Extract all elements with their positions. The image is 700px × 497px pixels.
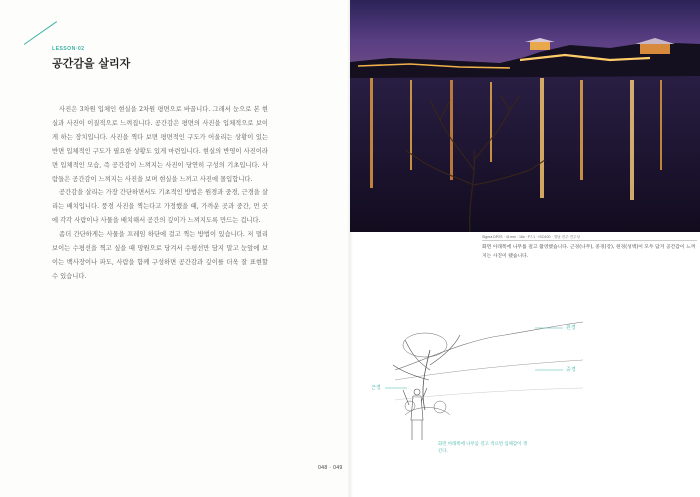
page-title: 공간감을 살리자 [52, 57, 131, 70]
label-near: 근경 [371, 385, 381, 391]
caption-divider [482, 240, 697, 241]
body-text [52, 103, 268, 284]
paragraph-3: 좀더 간단하게는 사물을 프레임 하단에 걸고 찍는 방법이 있습니다. 저 멀리 보이는 수평선을 찍고 싶을 때 망원으로 당겨서 수평선만 담지 말고 눈앞에 보이는 백사장이나 파도, 사람을 함께 구성하면 공간감과 깊이를 더욱 잘 표현할 수 있습니다. [52, 231, 268, 280]
night-fortress-photo [350, 0, 700, 232]
sketch-caption: 화면 아래쪽에 나무를 걸고 적으면 입체감이 생긴다. [438, 442, 527, 454]
lesson-number: LESSON·02 [52, 46, 85, 52]
photo-illustration [350, 0, 700, 232]
paragraph-1: 사진은 3차원 입체인 현실을 2차원 평면으로 바꿉니다. 그래서 눈으로 본 현실과 사진이 이질적으로 느껴집니다. 공간감은 평면의 사진을 입체적으로 보이게 하는 장치입니다. 사진을 찍다 보면 평면적인 구도가 어울리는 상황이 있는 반면 입체적인 구도가 필요한 상황도 있게 마련입니다. 현실의 반영이 사진이라면 입체적인 모습, 즉 공간감이 느껴지는 사진이 당연히 구성의 기초입니다. 사람들은 공간감이 느껴지는 사진을 보며 현실을 느끼고 사진에 몰입합니다. [52, 106, 268, 183]
photo-exif: Sigma DP2S · 41mm · 16s · F7.1 · ISO100 · 경남 진주 진주성 [482, 235, 580, 239]
label-far: 원경 [566, 325, 576, 331]
page-numbers: 048 · 049 [318, 465, 343, 471]
paragraph-2: 공간감을 살리는 가장 간단하면서도 기초적인 방법은 원경과 중경, 근경을 살리는 배치입니다. 풍경 사진을 찍는다고 가정했을 때, 가까운 곳과 중간, 먼 곳에 각각 사람이나 사물을 배치해서 공간의 깊이가 느껴지도록 만드는 겁니다. [52, 189, 268, 225]
label-middle: 중경 [566, 367, 576, 373]
photo-caption: 화면 아래쪽에 나무를 걸고 촬영했습니다. 근경(나무), 중경(강), 원경(성벽)이 모두 담겨 공간감이 느껴지는 사진이 됐습니다. [482, 245, 696, 259]
